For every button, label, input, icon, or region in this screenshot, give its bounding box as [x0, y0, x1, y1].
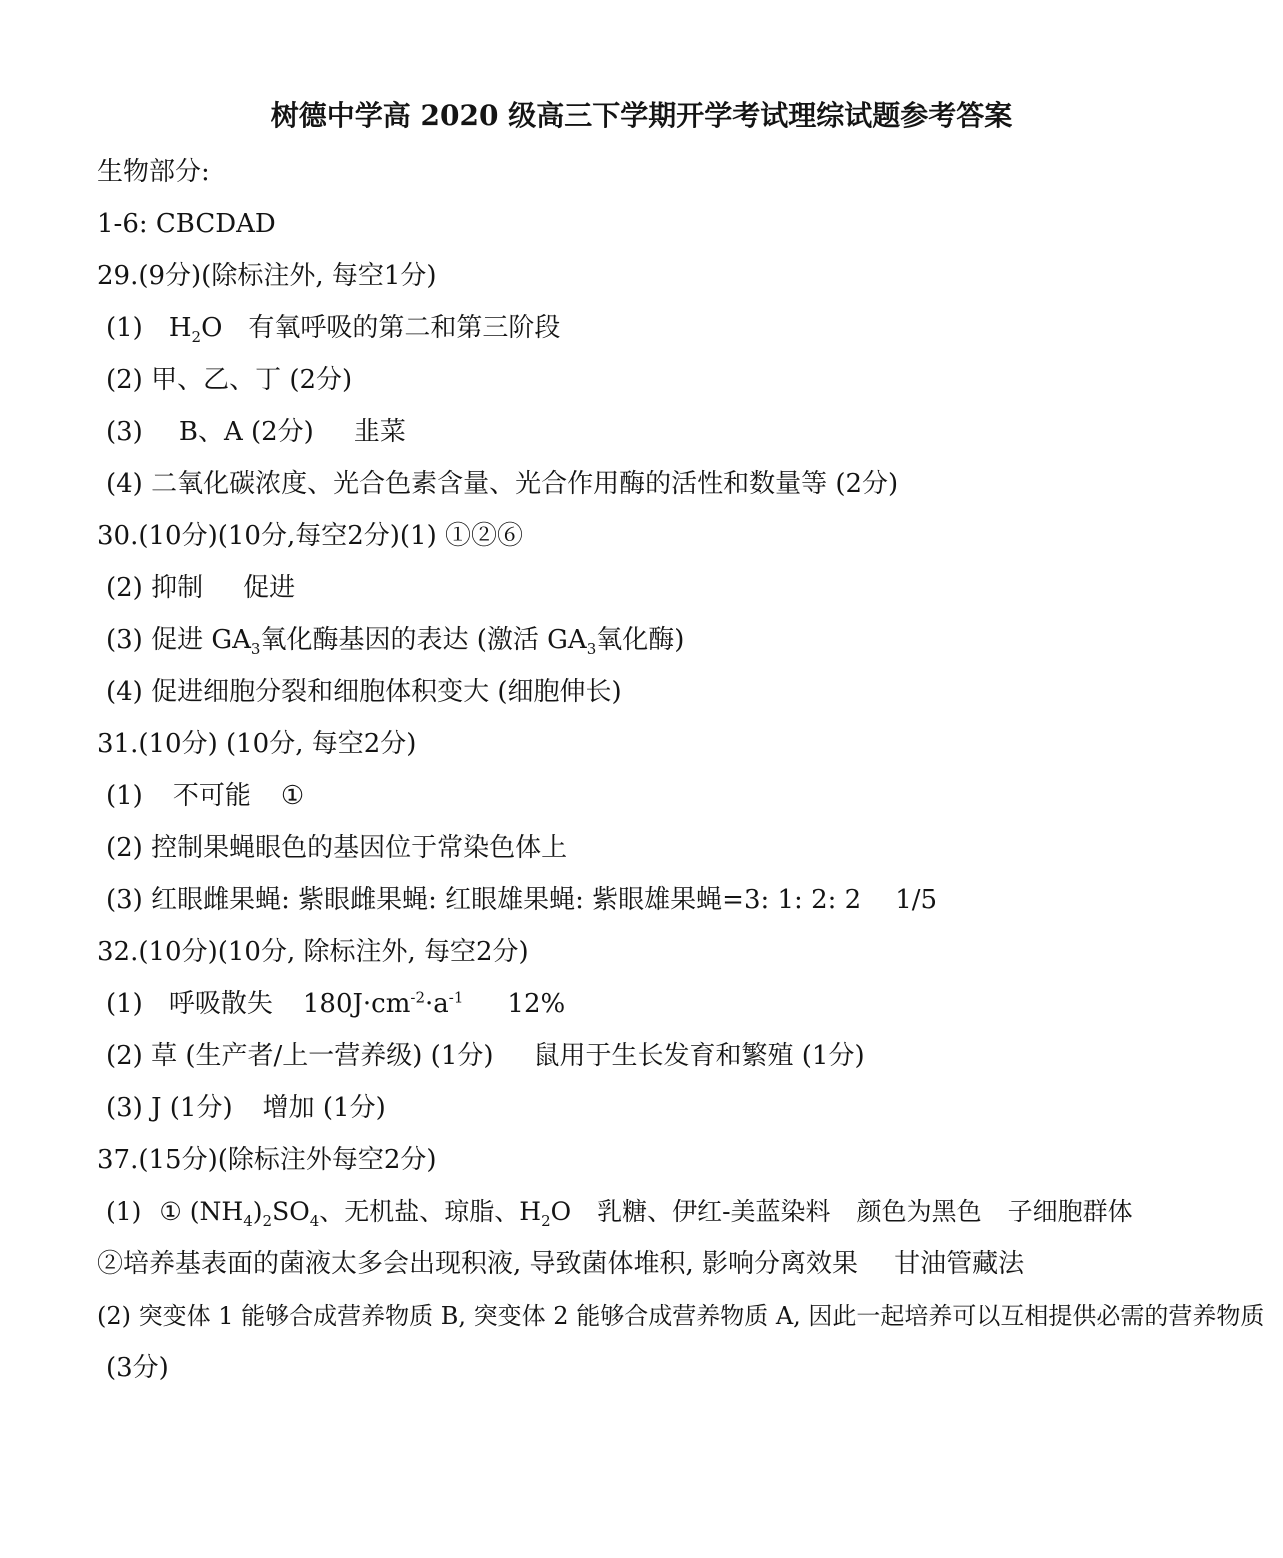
q30-answer-3: [106, 624, 685, 659]
q37-answer-2: (2) 突变体 1 能够合成营养物质 B, 突变体 2 能够合成营养物质 A, 因此一起培养可以互相提供必需的营养物质: [97, 1302, 1265, 1330]
q32-a1-sup2: -1: [448, 988, 464, 1007]
q32-a1-percent: 12%: [507, 989, 566, 1019]
q29-a1-formula-h: H: [168, 313, 192, 343]
q37-a1-sub2: 2: [262, 1212, 273, 1230]
q37-a1-number: (1): [106, 1197, 142, 1226]
q30-a3-post: 氧化酶): [596, 625, 685, 655]
q37-a1-rest: 、无机盐、琼脂、H: [319, 1197, 542, 1226]
q31-answer-1: [106, 780, 304, 812]
q37-a1-mid: ): [252, 1197, 263, 1226]
q31-a1-number: (1): [106, 781, 143, 811]
section-heading: 生物部分:: [97, 157, 210, 187]
q30-answer-4: (4) 促进细胞分裂和细胞体积变大 (细胞伸长): [106, 677, 622, 707]
q32-a2-text: (2) 草 (生产者/上一营养级) (1分): [106, 1041, 494, 1071]
q37-a1-sub1: 4: [243, 1212, 253, 1230]
mc-answers: 1-6: CBCDAD: [97, 209, 276, 239]
q37-header: 37.(15分)(除标注外每空2分): [97, 1145, 437, 1175]
q29-answer-3: [106, 416, 406, 448]
q32-answer-2: [106, 1040, 865, 1072]
page-title: 树德中学高 2020 级高三下学期开学考试理综试题参考答案: [270, 99, 1013, 132]
q37-a1-line2-text: ②培养基表面的菌液太多会出现积液, 导致菌体堆积, 影响分离效果: [97, 1249, 859, 1279]
q32-a1-value: 180J·cm: [302, 989, 411, 1019]
q29-a1-formula-sub: 2: [191, 328, 202, 347]
q37-a1-t4: 子细胞群体: [1007, 1197, 1133, 1226]
q29-answer-1: [106, 312, 561, 347]
q32-a1-number: (1): [106, 989, 143, 1019]
q32-a3-text2: 增加 (1分): [262, 1093, 386, 1123]
q32-answer-1: [106, 988, 565, 1020]
q37-a1-sub3: 4: [309, 1212, 320, 1230]
q29-a3-text2: 韭菜: [353, 417, 406, 447]
q29-a3-number: (3): [106, 417, 143, 447]
q37-a1-sub4: 2: [541, 1212, 551, 1230]
q31-answer-2: (2) 控制果蝇眼色的基因位于常染色体上: [106, 833, 568, 863]
q37-a1-post: SO: [272, 1197, 310, 1226]
q37-a1-t3: 颜色为黑色: [856, 1197, 982, 1226]
q31-a1-text2: ①: [280, 781, 305, 811]
q32-a3-text: (3) J (1分): [106, 1093, 233, 1123]
q37-a1-o: O: [550, 1197, 572, 1226]
q37-answer-1: [106, 1196, 1133, 1228]
q30-a3-sub1: 3: [250, 640, 261, 659]
q29-answer-2: (2) 甲、乙、丁 (2分): [106, 365, 353, 395]
q29-a1-formula-o: O: [201, 313, 223, 343]
q29-a1-number: (1): [106, 313, 143, 343]
q31-a1-text: 不可能: [172, 781, 251, 811]
q32-a1-mid: ·a: [425, 989, 449, 1019]
q31-a3-text: (3) 红眼雌果蝇: 紫眼雌果蝇: 红眼雄果蝇: 紫眼雄果蝇=3: 1: 2: 2: [106, 885, 862, 915]
q29-header: 29.(9分)(除标注外, 每空1分): [97, 261, 437, 291]
q30-a3-sub2: 3: [586, 640, 597, 659]
q37-a1-t2: 乳糖、伊红-美蓝染料: [597, 1197, 831, 1226]
q37-answer-1-line2: [97, 1248, 1024, 1280]
q32-a2-text2: 鼠用于生长发育和繁殖 (1分): [533, 1041, 865, 1071]
q32-header: 32.(10分)(10分, 除标注外, 每空2分): [97, 937, 529, 967]
q31-a3-text2: 1/5: [895, 885, 938, 915]
q29-a1-text: 有氧呼吸的第二和第三阶段: [248, 313, 561, 343]
q30-answer-2: [106, 572, 295, 604]
q29-answer-4: (4) 二氧化碳浓度、光合色素含量、光合作用酶的活性和数量等 (2分): [106, 469, 899, 499]
q29-a3-text: B、A (2分): [178, 417, 314, 447]
q32-a1-text: 呼吸散失: [168, 989, 273, 1019]
q30-a3-mid: 氧化酶基因的表达 (激活 GA: [260, 625, 587, 655]
q30-a2-text2: 促进: [243, 573, 296, 603]
q37-a1-line2-text2: 甘油管藏法: [894, 1249, 1025, 1279]
q32-a1-sup1: -2: [410, 988, 426, 1007]
q32-answer-3: [106, 1092, 386, 1124]
q30-header: 30.(10分)(10分,每空2分)(1) ①②⑥: [97, 521, 523, 551]
q31-header: 31.(10分) (10分, 每空2分): [97, 729, 417, 759]
q30-a2-text1: (2) 抑制: [106, 573, 204, 603]
q30-a3-pre: (3) 促进 GA: [106, 625, 251, 655]
q31-answer-3: [106, 884, 937, 916]
q37-answer-2-cont: (3分): [106, 1353, 169, 1383]
q37-a1-pre: ① (NH: [159, 1197, 244, 1226]
